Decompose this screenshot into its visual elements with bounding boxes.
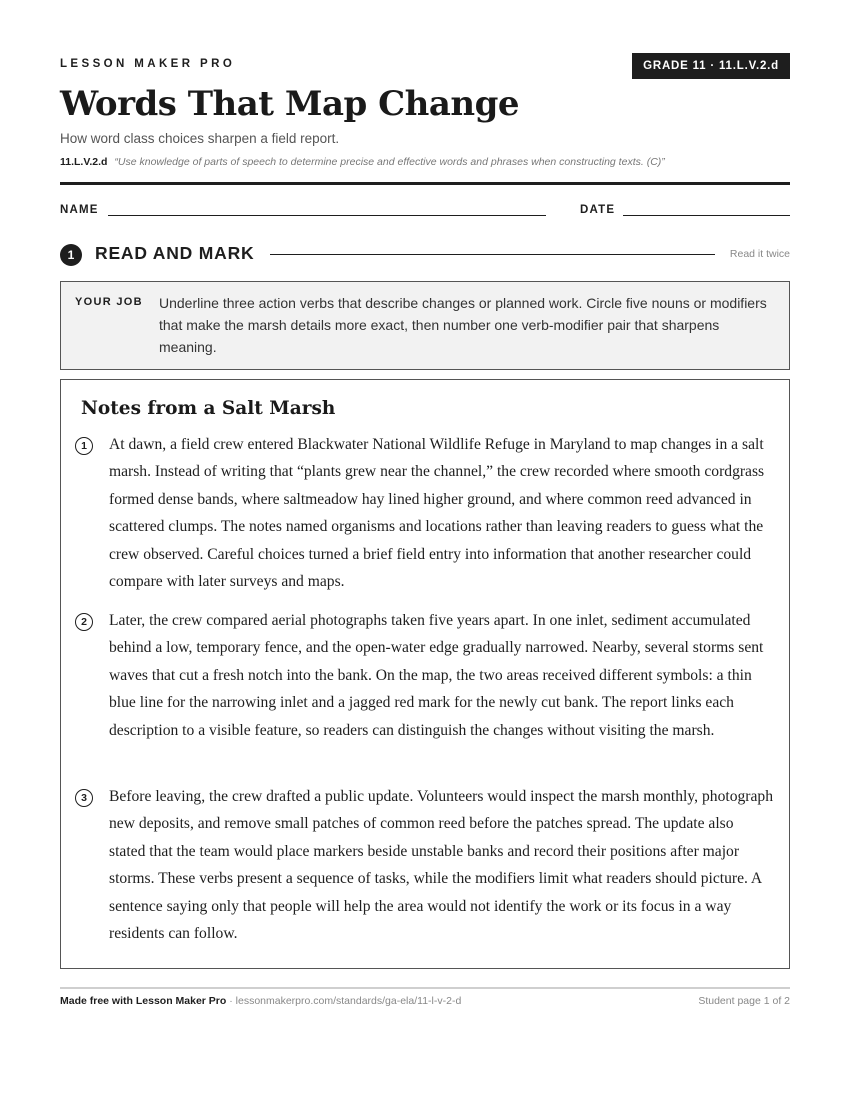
paragraph-text: At dawn, a field crew entered Blackwater National Wildlife Refuge in Maryland to map changes in a salt marsh. Instead of writing that “plants grew near the channel,” the crew recorded where smooth cordgrass formed dense bands, where saltmeadow hay lined higher ground, and where common reed advanced in scattered clumps. The notes named organisms and locations rather than leaving readers to guess what the crew observed. Careful choices turned a brief field entry into information that another researcher could compare with later surveys and maps. [109, 436, 765, 591]
section-header [60, 242, 790, 268]
section-note: Read it twice [729, 248, 790, 260]
brand-name: LESSON MAKER PRO [60, 58, 236, 70]
name-field[interactable] [108, 215, 546, 216]
grade-badge: GRADE 11 · 11.L.V.2.d [632, 53, 790, 79]
paragraph-number-badge: 3 [75, 789, 93, 807]
name-label: NAME [60, 204, 99, 216]
standard-line [60, 156, 665, 168]
section-title: READ AND MARK [95, 243, 255, 263]
paragraph-text: Before leaving, the crew drafted a public update. Volunteers would inspect the marsh monthly, photograph new deposits, and remove small patches of common reed before the patches spread. The update also stated that the team would place markers beside unstable banks and record their positions after major storms. These verbs present a sequence of tasks, while the modifiers limit what readers should picture. A sentence saying only that people will help the area would not identify the work or its focus in a way residents can follow. [109, 788, 773, 943]
page-title: Words That Map Change [60, 84, 520, 124]
footer-credit [60, 995, 461, 1007]
standard-code: 11.L.V.2.d [60, 156, 108, 168]
header-divider [60, 182, 790, 185]
page-indicator: Student page 1 of 2 [698, 995, 790, 1007]
paragraph-text: Later, the crew compared aerial photographs taken five years apart. In one inlet, sediment accumulated behind a low, temporary fence, and the open-water edge gradually narrowed. Nearby, several storms sent waves that cut a fresh notch into the bank. On the map, the two areas received different symbols: a thin blue line for the narrowing inlet and a jagged red mark for the newly cut bank. The report links each description to a visible feature, so readers can distinguish the changes without visiting the marsh. [109, 612, 764, 739]
your-job-box [60, 281, 790, 370]
standard-text: “Use knowledge of parts of speech to determine precise and effective words and phrases when constructing texts. (C)” [114, 156, 665, 168]
paragraph-number-badge: 2 [75, 613, 93, 631]
date-label: DATE [580, 204, 616, 216]
section-divider [270, 254, 715, 255]
footer-url[interactable]: · lessonmakerpro.com/standards/ga-ela/11-l-v-2-d [226, 995, 462, 1007]
paragraph-number-badge: 1 [75, 437, 93, 455]
passage-box [60, 379, 790, 969]
your-job-instructions: Underline three action verbs that describe changes or planned work. Circle five nouns or modifiers that make the marsh details more exact, then number one verb-modifier pair that sharpens meaning. [159, 295, 767, 355]
your-job-label: YOUR JOB [75, 296, 143, 308]
date-field[interactable] [623, 215, 790, 216]
section-number-badge: 1 [60, 244, 82, 266]
footer-brand: Made free with Lesson Maker Pro [60, 995, 227, 1007]
passage-title: Notes from a Salt Marsh [81, 398, 336, 419]
page-subtitle: How word class choices sharpen a field report. [60, 131, 340, 146]
footer-divider [60, 987, 790, 989]
